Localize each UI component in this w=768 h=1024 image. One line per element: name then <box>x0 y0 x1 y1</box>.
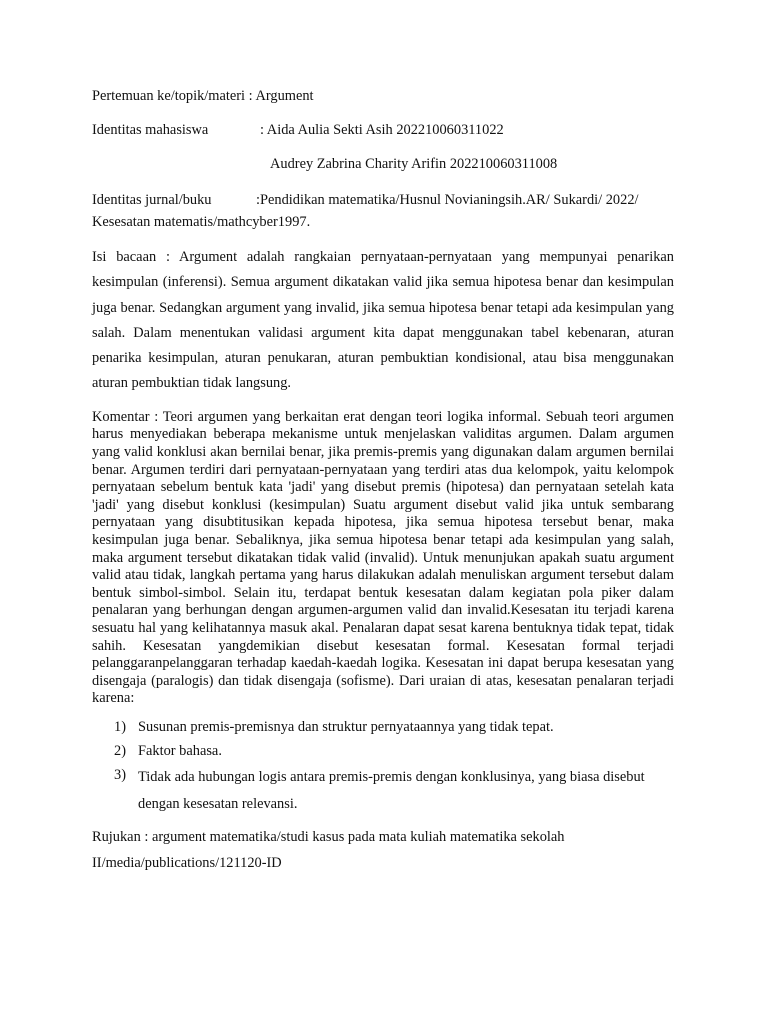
list-item-number: 3) <box>114 766 126 783</box>
list-item <box>92 740 674 763</box>
list-item-text: Susunan premis-premisnya dan struktur pernyataannya yang tidak tepat. <box>138 718 554 735</box>
list-item-number: 2) <box>114 742 126 759</box>
identitas-jurnal-label: Identitas jurnal/buku <box>92 192 212 208</box>
rujukan-paragraph: Rujukan : argument matematika/studi kasus pada mata kuliah matematika sekolah II/media/publications/121120-ID <box>92 828 565 871</box>
identitas-jurnal-row <box>92 190 674 210</box>
identitas-mahasiswa-value-2: Audrey Zabrina Charity Arifin 202210060311008 <box>270 156 558 172</box>
isi-bacaan-paragraph: Isi bacaan : Argument adalah rangkaian pernyataan-pernyataan yang mempunyai penarikan kesimpulan (inferensi). Semua argument dikatakan valid jika semua hipotesa benar dan kesimpulan juga benar. Sedangkan argument yang invalid, jika semua hipotesa benar tetapi ada kesimpulan yang salah. Dalam menentukan validasi argument kita dapat menggunakan tabel kebenaran, aturan penarika kesimpulan, aturan penukaran, aturan pembuktian kondisional, atau bisa menggunakan aturan pembuktian tidak langsung. <box>92 249 674 392</box>
list-item-text: Tidak ada hubungan logis antara premis-premis dengan konklusinya, yang biasa disebut dengan kesesatan relevansi. <box>138 768 645 812</box>
identitas-mahasiswa-value-1: : Aida Aulia Sekti Asih 202210060311022 <box>260 122 504 138</box>
kesesatan-list <box>92 716 674 818</box>
pertemuan-line: Pertemuan ke/topik/materi : Argument <box>92 88 314 104</box>
identitas-mahasiswa-label: Identitas mahasiswa <box>92 122 209 138</box>
document-page <box>92 86 674 876</box>
komentar-paragraph: Komentar : Teori argumen yang berkaitan erat dengan teori logika informal. Sebuah teori argumen harus menyediakan beberapa mekanisme untuk menjelaskan validitas argumen. Dalam argumen yang valid konklusi akan bernilai benar, jika premis-premis yang digunakan dalam argumen bernilai benar. Argumen terdiri dari pernyataan-pernyataan yang terdiri atas dua kelompok, yaitu kelompok pernyataan sebelum bentuk kata 'jadi' yang disebut premis (hipotesa) dan pernyataan setelah kata 'jadi' yang disebut konklusi (kesimpulan) Suatu argument disebut valid jika untuk sembarang pernyataan yang disubtitusikan kepada hipotesa, jika semua hipotesa tersebut benar, maka kesimpulan juga benar. Sebaliknya, jika semua hipotesa benar tetapi ada kesimpulan yang salah, maka argument tersebut dikatakan tidak valid (invalid). Untuk menunjukan apakah suatu argument valid atau tidak, langkah pertama yang harus dilakukan adalah menuliskan argument tersebut dalam bentuk simbol-simbol. Selain itu, terdapat bentuk kesesatan dalam kegiatan pola piker dalam penalaran yang berhungan dengan argumen-argumen valid dan invalid.Kesesatan itu terjadi karena sesuatu hal yang kelihatannya masuk akal. Penalaran dapat sesat karena bentuknya tidak tepat, tidak sahih. Kesesatan yangdemikian disebut kesesatan formal. Kesesatan formal terjadi pelanggaranpelanggaran terhadap kaedah-kaedah logika. Kesesatan ini dapat berupa kesesatan yang disengaja (paralogis) dan tidak disengaja (sofisme). Dari uraian di atas, kesesatan penalaran terjadi karena: <box>92 408 674 707</box>
identitas-mahasiswa-row <box>92 120 674 140</box>
list-item <box>92 716 674 739</box>
identitas-jurnal-continuation: Kesesatan matematis/mathcyber1997. <box>92 214 311 230</box>
identitas-jurnal-value: :Pendidikan matematika/Husnul Novianingsih.AR/ Sukardi/ 2022/ <box>256 192 639 208</box>
list-item-text: Faktor bahasa. <box>138 742 222 759</box>
list-item <box>92 764 674 818</box>
list-item-number: 1) <box>114 718 126 735</box>
